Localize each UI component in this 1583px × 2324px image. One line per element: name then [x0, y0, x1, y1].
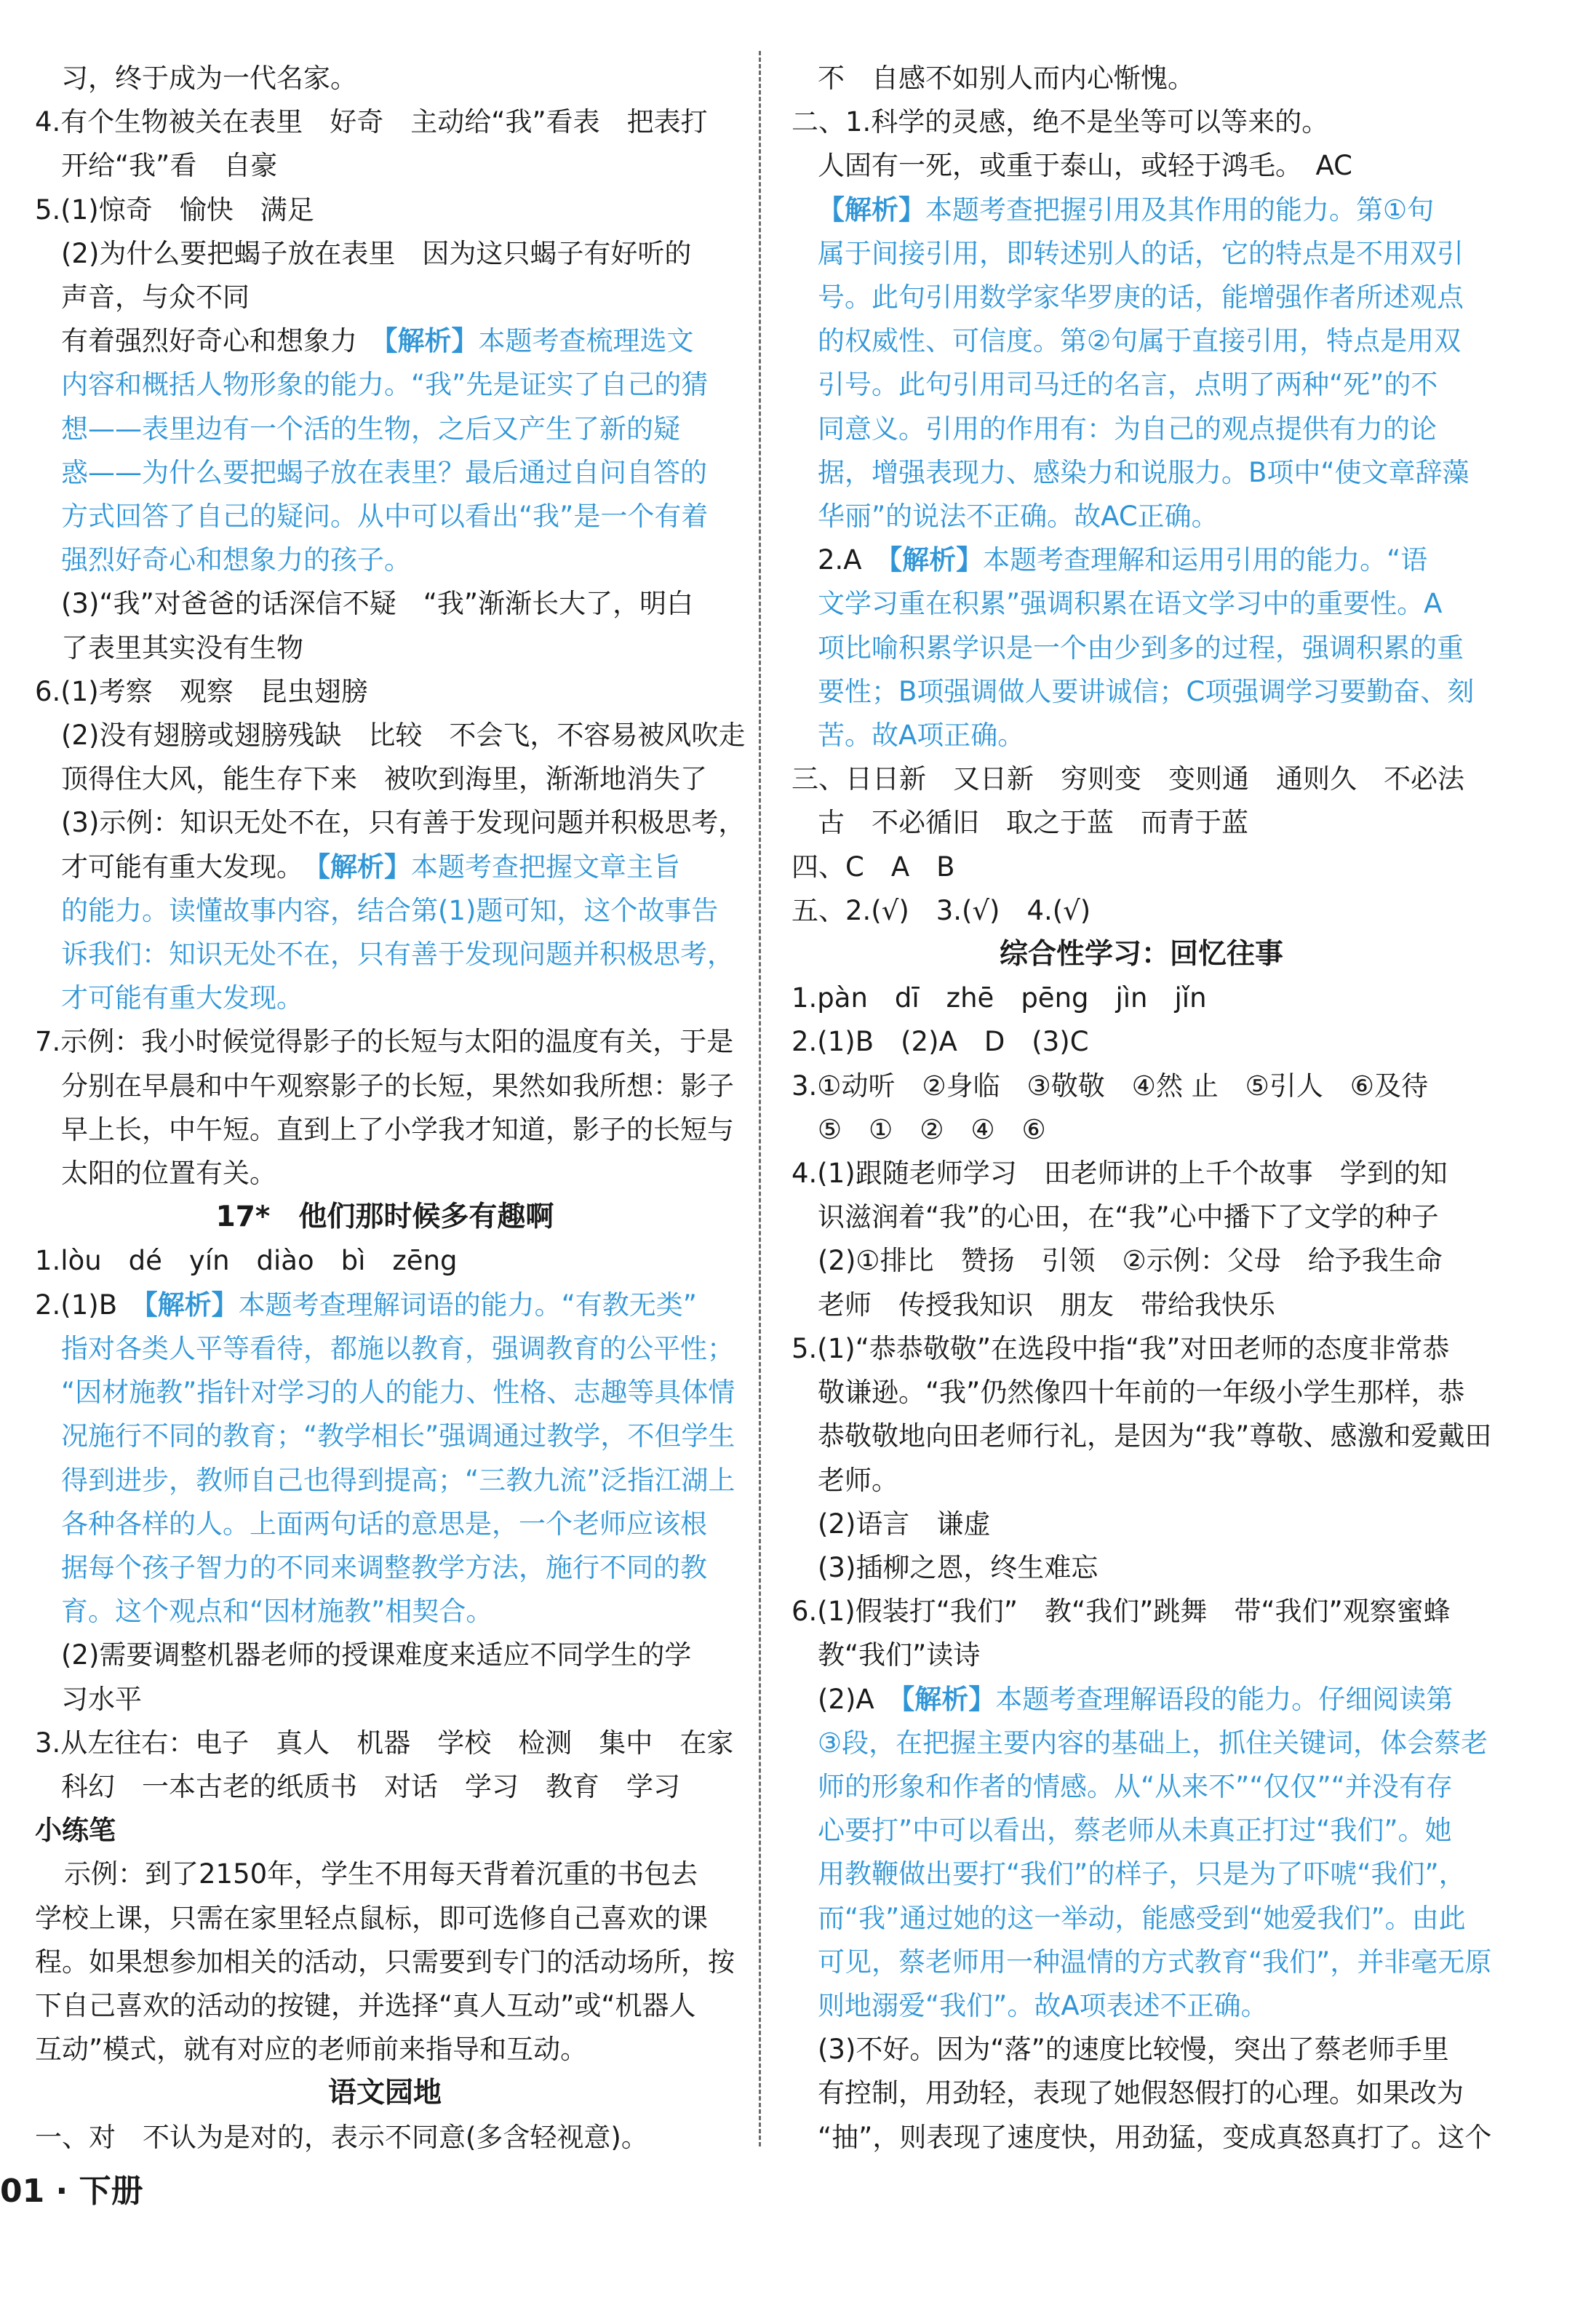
text-line	[35, 845, 735, 889]
line-text: 6.(1)考察 观察 昆虫翅膀	[35, 675, 368, 707]
line-text: ⑤ ① ② ④ ⑥	[818, 1113, 1046, 1145]
text-line	[792, 1108, 1491, 1152]
analysis-text: 则地溺爱“我们”。故A项表述不正确。	[818, 1989, 1268, 2021]
text-line	[35, 976, 735, 1020]
analysis-text: ③段，在把握主要内容的基础上，抓住关键词，体会蔡老	[818, 1727, 1488, 1759]
line-text: 3.①动听 ②身临 ③敬敬 ④然 止 ⑤引人 ⑥及待	[792, 1070, 1429, 1102]
line-text: (3)“我”对爸爸的话深信不疑 “我”渐渐长大了，明白	[61, 588, 694, 620]
text-line	[35, 757, 735, 801]
line-text: 1.pàn dī zhē pēng jìn jǐn	[792, 982, 1207, 1014]
text-line	[35, 1633, 735, 1677]
text-line	[35, 1678, 735, 1722]
text-line	[792, 1064, 1491, 1108]
analysis-tag: 【解析】	[888, 544, 984, 576]
text-line	[35, 100, 735, 144]
line-text: 顶得住大风，能生存下来 被吹到海里，渐渐地消失了	[61, 763, 707, 795]
text-line	[35, 714, 746, 757]
text-line	[792, 626, 1491, 670]
line-text: 识滋润着“我”的心田，在“我”心中播下了文学的种子	[818, 1201, 1439, 1233]
analysis-text: 据每个孩子智力的不同来调整教学方法，施行不同的教	[61, 1551, 707, 1583]
line-text: 5.(1)惊奇 愉快 满足	[35, 194, 314, 226]
text-line	[792, 495, 1491, 538]
line-text: 3.从左往右：电子 真人 机器 学校 检测 集中 在家	[35, 1727, 734, 1759]
text-line	[792, 538, 1491, 582]
page-footer: 01 · 下册	[0, 2173, 143, 2210]
text-line	[792, 1897, 1491, 1941]
text-line	[792, 1633, 1491, 1677]
text-line	[792, 319, 1491, 363]
text-line	[35, 1897, 735, 1941]
line-text: 示例：到了2150年，学生不用每天背着沉重的书包去	[64, 1858, 698, 1890]
analysis-text: 属于间接引用，即转述别人的话，它的特点是不用双引	[818, 237, 1464, 269]
line-text: 三、日日新 又日新 穷则变 变则通 通则久 不必法	[792, 763, 1464, 795]
text-line	[35, 582, 735, 626]
text-line	[35, 57, 735, 100]
analysis-text: 强烈好奇心和想象力的孩子。	[61, 544, 411, 576]
text-line	[792, 1371, 1491, 1414]
line-text: 1.lòu dé yín diào bì zēng	[35, 1245, 458, 1277]
line-text: 有控制，用劲轻，表现了她假怒假打的心理。如果改为	[818, 2077, 1464, 2109]
analysis-tag: 【解析】	[384, 325, 479, 357]
text-line	[35, 1020, 735, 1064]
line-text: 小练笔	[35, 1815, 116, 1847]
analysis-tag: 【解析】	[144, 1289, 239, 1321]
text-line	[35, 276, 735, 319]
line-text: 学校上课，只需在家里轻点鼠标，即可选修自己喜欢的课	[35, 1902, 708, 1934]
analysis-text: 项比喻积累学识是一个由少到多的过程，强调积累的重	[818, 632, 1464, 664]
text-line	[35, 1152, 735, 1195]
line-text: (2)A	[818, 1683, 901, 1715]
text-line	[792, 1853, 1491, 1896]
text-line	[792, 1503, 1491, 1546]
analysis-text: 各种各样的人。上面两句话的意思是，一个老师应该根	[61, 1508, 707, 1540]
analysis-text: 内容和概括人物形象的能力。“我”先是证实了自己的猜	[61, 369, 709, 401]
line-text: 4.(1)跟随老师学习 田老师讲的上千个故事 学到的知	[792, 1158, 1448, 1190]
text-line	[792, 582, 1491, 626]
line-text: (3)插柳之恩，终生难忘	[818, 1551, 1098, 1583]
text-line	[792, 1284, 1491, 1327]
line-text: 科幻 一本古老的纸质书 对话 学习 教育 学习	[61, 1770, 680, 1802]
analysis-text: 用教鞭做出要打“我们”的样子，只是为了吓唬“我们”，	[818, 1858, 1466, 1890]
text-line	[792, 1459, 1491, 1503]
text-line	[792, 889, 1491, 933]
analysis-text: 得到进步，教师自己也得到提高；“三教九流”泛指江湖上	[61, 1464, 735, 1496]
analysis-text: 的权威性、可信度。第②句属于直接引用，特点是用双	[818, 325, 1462, 357]
analysis-tag: 【解析】	[901, 1683, 996, 1715]
text-line	[35, 363, 735, 407]
text-line	[35, 670, 735, 714]
analysis-text: 想——表里边有一个活的生物，之后又产生了新的疑	[61, 413, 680, 445]
text-line	[792, 1765, 1491, 1809]
text-line	[35, 319, 735, 363]
line-text: 才可能有重大发现。	[61, 851, 317, 883]
line-text: 了表里其实没有生物	[61, 632, 303, 664]
section-title	[35, 2072, 735, 2115]
line-text: 互动”模式，就有对应的老师前来指导和互动。	[35, 2034, 588, 2066]
text-line	[35, 232, 735, 276]
analysis-text: 可见，蔡老师用一种温情的方式教育“我们”，并非毫无原	[818, 1946, 1492, 1978]
line-text: 教“我们”读诗	[818, 1639, 981, 1671]
line-text: 2.A	[818, 544, 889, 576]
text-line	[792, 1152, 1491, 1195]
line-text: 17* 他们那时候多有趣啊	[215, 1201, 554, 1234]
text-line	[792, 1984, 1491, 2028]
analysis-text: 文学习重在积累”强调积累在语文学习中的重要性。A	[818, 588, 1443, 620]
line-text: 不 自感不如别人而内心惭愧。	[818, 63, 1195, 94]
analysis-text: 号。此句引用数学家华罗庚的话，能增强作者所述观点	[818, 282, 1464, 314]
text-line	[792, 845, 1491, 889]
text-line	[35, 1765, 735, 1809]
line-text: 人固有一死，或重于泰山，或轻于鸿毛。 AC	[818, 150, 1352, 182]
analysis-text: 师的形象和作者的情感。从“从来不”“仅仅”“并没有存	[818, 1770, 1453, 1802]
text-line	[35, 407, 735, 451]
text-line	[792, 670, 1491, 714]
text-line	[35, 933, 735, 976]
analysis-text: 指对各类人平等看待，都施以教育，强调教育的公平性；	[61, 1332, 734, 1364]
text-line	[35, 1503, 735, 1546]
text-line	[792, 188, 1491, 232]
text-line	[792, 100, 1491, 144]
line-text: 下自己喜欢的活动的按键，并选择“真人互动”或“机器人	[35, 1989, 696, 2021]
line-text: 四、C A B	[792, 851, 955, 883]
text-line	[35, 1327, 735, 1371]
analysis-text: “因材施教”指针对学习的人的能力、性格、志趣等具体情	[61, 1377, 735, 1409]
text-line	[792, 801, 1491, 845]
text-line	[792, 1678, 1491, 1722]
line-text: 声音，与众不同	[61, 282, 250, 314]
analysis-text: 华丽”的说法不正确。故AC正确。	[818, 501, 1219, 533]
text-line	[35, 188, 735, 232]
analysis-tag: 【解析】	[316, 851, 411, 883]
line-text: 习，终于成为一代名家。	[61, 63, 357, 94]
analysis-text: 诉我们：知识无处不在，只有善于发现问题并积极思考，	[61, 939, 734, 971]
analysis-text: 本题考查理解和运用引用的能力。“语	[983, 544, 1428, 576]
line-text: 分别在早晨和中午观察影子的长短，果然如我所想：影子	[61, 1070, 734, 1102]
text-line	[792, 232, 1491, 276]
line-text: 程。如果想参加相关的活动，只需要到专门的活动场所，按	[35, 1946, 735, 1978]
text-line	[792, 757, 1491, 801]
text-line	[792, 276, 1491, 319]
line-text: 五、2.(√) 3.(√) 4.(√)	[792, 894, 1091, 926]
text-line	[792, 1590, 1491, 1633]
text-line	[792, 1239, 1491, 1283]
text-line	[35, 1722, 735, 1765]
text-line	[792, 1020, 1491, 1064]
text-line	[792, 1722, 1491, 1765]
text-line	[35, 1108, 735, 1152]
analysis-text: 育。这个观点和“因材施教”相契合。	[61, 1596, 493, 1628]
line-text: 有着强烈好奇心和想象力	[61, 325, 384, 357]
text-line	[792, 1941, 1491, 1984]
line-text: (2)需要调整机器老师的授课难度来适应不同学生的学	[61, 1639, 692, 1671]
text-line	[792, 1546, 1491, 1590]
right-column	[792, 57, 1491, 2160]
line-text: 4.有个生物被关在表里 好奇 主动给“我”看表 把表打	[35, 106, 708, 138]
line-text: (2)①排比 赞扬 引领 ②示例：父母 给予我生命	[818, 1245, 1443, 1277]
analysis-text: 要性；B项强调做人要讲诚信；C项强调学习要勤奋、刻	[818, 675, 1475, 707]
text-line	[792, 1809, 1491, 1853]
text-line	[792, 714, 1491, 757]
line-text: 二、1.科学的灵感，绝不是坐等可以等来的。	[792, 106, 1329, 138]
line-text: (3)不好。因为“落”的速度比较慢，突出了蔡老师手里	[818, 2034, 1449, 2066]
line-text: 古 不必循旧 取之于蓝 而青于蓝	[818, 807, 1248, 839]
analysis-text: 本题考查理解词语的能力。“有教无类”	[238, 1289, 697, 1321]
analysis-text: 的能力。读懂故事内容，结合第(1)题可知，这个故事告	[61, 894, 719, 926]
line-text: 综合性学习：回忆往事	[999, 938, 1283, 971]
analysis-text: 本题考查把握引用及其作用的能力。第①句	[925, 194, 1435, 226]
analysis-tag: 【解析】	[818, 194, 925, 226]
text-line	[35, 1239, 735, 1283]
text-line	[35, 889, 735, 933]
analysis-text: 况施行不同的教育；“教学相长”强调通过教学，不但学生	[61, 1420, 735, 1452]
line-text: 2.(1)B (2)A D (3)C	[792, 1026, 1089, 1058]
text-line	[35, 1853, 735, 1896]
text-line	[792, 407, 1491, 451]
line-text: (2)为什么要把蝎子放在表里 因为这只蝎子有好听的	[61, 237, 692, 269]
line-text: 习水平	[61, 1683, 142, 1715]
text-line	[792, 2028, 1491, 2072]
text-line	[35, 2116, 735, 2160]
analysis-text: 方式回答了自己的疑问。从中可以看出“我”是一个有着	[61, 501, 709, 533]
analysis-text: 引号。此句引用司马迁的名言，点明了两种“死”的不	[818, 369, 1438, 401]
text-line	[35, 1984, 735, 2028]
analysis-text: 本题考查把握文章主旨	[411, 851, 680, 883]
line-text: 太阳的位置有关。	[61, 1158, 276, 1190]
line-text: (3)示例：知识无处不在，只有善于发现问题并积极思考，	[61, 807, 746, 839]
line-text: 语文园地	[327, 2077, 442, 2110]
text-line	[792, 2072, 1491, 2115]
text-line	[792, 2116, 1491, 2160]
section-heading	[35, 1809, 735, 1853]
text-line	[35, 801, 746, 845]
text-line	[792, 363, 1491, 407]
text-line	[35, 1546, 735, 1590]
line-text: 敬谦逊。“我”仍然像四十年前的一年级小学生那样，恭	[818, 1377, 1465, 1409]
text-line	[792, 1414, 1491, 1458]
analysis-text: 而“我”通过她的这一举动，能感受到“她爱我们”。由此	[818, 1902, 1466, 1934]
text-line	[792, 144, 1491, 188]
text-line	[35, 1371, 735, 1414]
text-line	[35, 1064, 735, 1108]
text-line	[35, 1459, 735, 1503]
text-line	[792, 976, 1491, 1020]
text-line	[35, 538, 735, 582]
analysis-text: 才可能有重大发现。	[61, 982, 303, 1014]
text-line	[35, 144, 735, 188]
section-title	[792, 933, 1491, 976]
text-line	[792, 1195, 1491, 1239]
text-line	[35, 495, 735, 538]
line-text: “抽”，则表现了速度快，用劲猛，变成真怒真打了。这个	[818, 2121, 1492, 2153]
line-text: 一、对 不认为是对的，表示不同意(多含轻视意)。	[35, 2121, 648, 2153]
text-line	[35, 2028, 735, 2072]
line-text: 6.(1)假装打“我们” 教“我们”跳舞 带“我们”观察蜜蜂	[792, 1596, 1451, 1628]
line-text: 老师 传授我知识 朋友 带给我快乐	[818, 1289, 1275, 1321]
analysis-text: 据，增强表现力、感染力和说服力。B项中“使文章辞藻	[818, 456, 1470, 488]
text-line	[35, 1941, 735, 1984]
column-divider	[759, 51, 761, 2146]
text-line	[792, 1327, 1491, 1371]
text-line	[35, 1284, 735, 1327]
analysis-text: 心要打”中可以看出，蔡老师从未真正打过“我们”。她	[818, 1815, 1452, 1847]
text-line	[35, 1414, 735, 1458]
analysis-text: 本题考查理解语段的能力。仔细阅读第	[995, 1683, 1454, 1715]
line-text: 5.(1)“恭恭敬敬”在选段中指“我”对田老师的态度非常恭	[792, 1332, 1450, 1364]
section-title	[35, 1195, 735, 1239]
text-line	[35, 451, 735, 495]
analysis-text: 惑——为什么要把蝎子放在表里？最后通过自问自答的	[61, 456, 707, 488]
text-line	[35, 1590, 735, 1633]
analysis-text: 本题考查梳理选文	[478, 325, 694, 357]
line-text: 2.(1)B	[35, 1289, 145, 1321]
line-text: 开给“我”看 自豪	[61, 150, 278, 182]
line-text: 7.示例：我小时候觉得影子的长短与太阳的温度有关，于是	[35, 1026, 734, 1058]
analysis-text: 苦。故A项正确。	[818, 720, 1025, 752]
line-text: 早上长，中午短。直到上了小学我才知道，影子的长短与	[61, 1113, 734, 1145]
text-line	[792, 57, 1491, 100]
text-line	[792, 451, 1491, 495]
text-line	[35, 626, 735, 670]
line-text: 老师。	[818, 1464, 898, 1496]
line-text: (2)没有翅膀或翅膀残缺 比较 不会飞，不容易被风吹走	[61, 720, 746, 752]
analysis-text: 同意义。引用的作用有：为自己的观点提供有力的论	[818, 413, 1437, 445]
line-text: (2)语言 谦虚	[818, 1508, 991, 1540]
left-column	[35, 57, 746, 2160]
line-text: 恭敬敬地向田老师行礼，是因为“我”尊敬、感激和爱戴田	[818, 1420, 1492, 1452]
